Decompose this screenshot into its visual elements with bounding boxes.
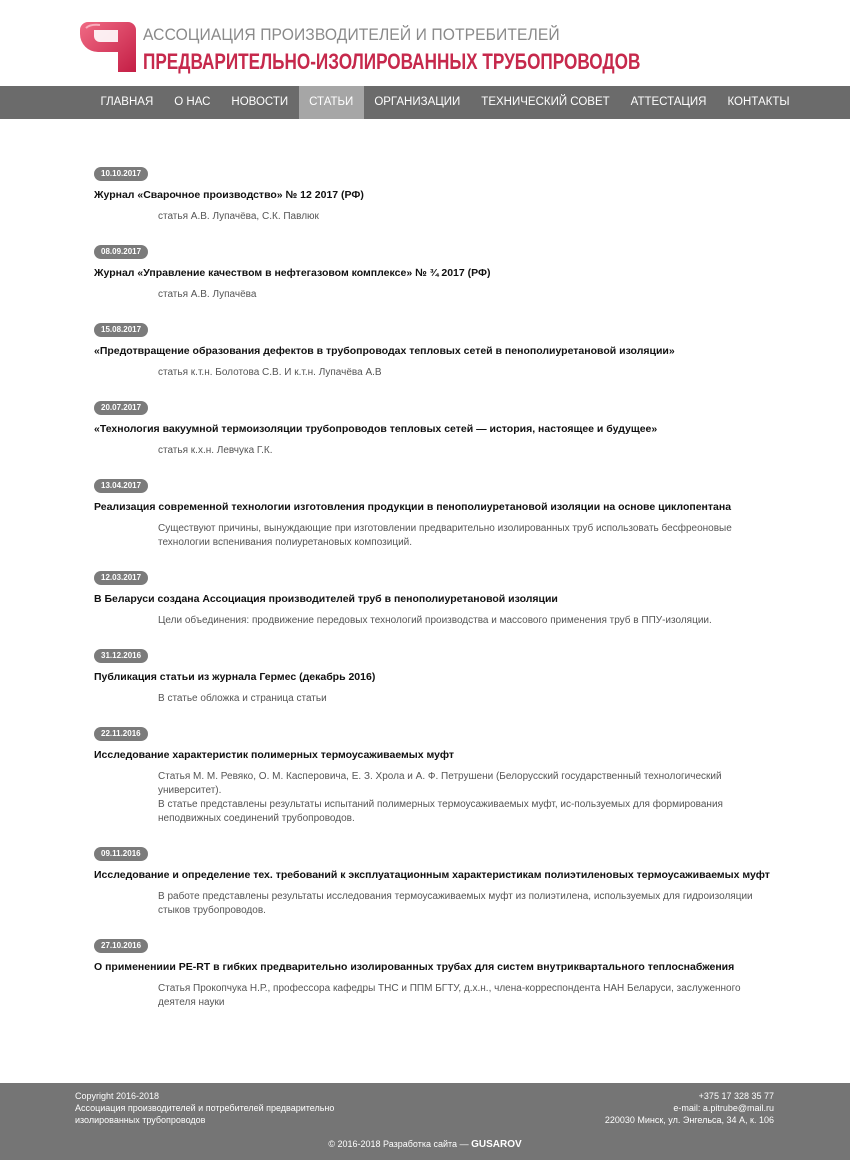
- article-title-link[interactable]: «Предотвращение образования дефектов в трубопроводах тепловых сетей в пенополиуретановой изоляции»: [94, 345, 675, 357]
- article-title-link[interactable]: Исследование и определение тех. требований к эксплуатационным характеристикам полиэтиленовых термоусаживаемых муфт: [94, 869, 770, 881]
- article-title-link[interactable]: Журнал «Управление качеством в нефтегазовом комплексе» № ¾ 2017 (РФ): [94, 267, 491, 279]
- article-title-link[interactable]: Реализация современной технологии изготовления продукции в пенополиуретановой изоляции на основе циклопентана: [94, 501, 732, 513]
- developer-credit: [0, 1139, 850, 1150]
- article-description: Существуют причины, вынуждающие при изготовлении предварительно изолированных труб использовать бесфреоновые технологии вспенивания полиуретановых композиций.: [158, 523, 732, 548]
- article-title-link[interactable]: В Беларуси создана Ассоциация производителей труб в пенополиуретановой изоляции: [94, 593, 558, 605]
- developer-credit-text: © 2016-2018 Разработка сайта —: [328, 1139, 472, 1149]
- developer-link[interactable]: GUSAROV: [471, 1139, 522, 1150]
- articles-list: [94, 163, 774, 1027]
- nav-menu: [90, 86, 800, 119]
- article-description: Статья М. М. Ревяко, О. М. Касперовича, Е. З. Хрола и А. Ф. Петрушени (Белорусский государственный технологический университет). В статье представлены результаты испытаний полимерных термоусаживаемых муфт, ис-пользуемых для формирования неподвижных соединений трубопроводов.: [158, 771, 723, 824]
- article-title-link[interactable]: Исследование характеристик полимерных термоусаживаемых муфт: [94, 749, 455, 761]
- article-description: В статье обложка и страница статьи: [158, 693, 327, 704]
- article-description: статья А.В. Лупачёва: [158, 289, 257, 300]
- article-item: [94, 645, 774, 706]
- footer-contacts-block: [605, 1090, 774, 1126]
- date-badge: 10.10.2017: [94, 167, 148, 181]
- date-badge: 09.11.2016: [94, 847, 148, 861]
- article-item: [94, 241, 774, 302]
- article-title-link[interactable]: О применениии PE-RT в гибких предварительно изолированных трубах для систем внутриквартального теплоснабжения: [94, 961, 735, 973]
- article-title-link[interactable]: «Технология вакуумной термоизоляции трубопроводов тепловых сетей — история, настоящее и будущее»: [94, 423, 658, 435]
- org-name-text: Ассоциация производителей и потребителей предварительно: [75, 1103, 335, 1113]
- article-item: [94, 319, 774, 380]
- date-badge: 27.10.2016: [94, 939, 148, 953]
- date-badge: 15.08.2017: [94, 323, 148, 337]
- article-description: Цели объединения: продвижение передовых технологий производства и массового применения труб в ППУ-изоляции.: [158, 615, 712, 626]
- main-navigation: [0, 86, 850, 119]
- nav-item-organizations[interactable]: ОРГАНИЗАЦИИ: [374, 96, 461, 108]
- nav-item-about[interactable]: О НАС: [174, 96, 211, 108]
- org-name-line1: АССОЦИАЦИЯ ПРОИЗВОДИТЕЛЕЙ И ПОТРЕБИТЕЛЕЙ: [143, 25, 560, 44]
- article-item: [94, 843, 774, 918]
- date-badge: 12.03.2017: [94, 571, 148, 585]
- article-description: статья к.т.н. Болотова С.В. И к.т.н. Лупачёва А.В: [158, 367, 382, 378]
- org-name-line2: ПРЕДВАРИТЕЛЬНО-ИЗОЛИРОВАННЫХ ТРУБОПРОВОДОВ: [143, 49, 641, 74]
- email-link[interactable]: e-mail: a.pitrube@mail.ru: [673, 1103, 774, 1113]
- article-item: [94, 567, 774, 628]
- phone-link[interactable]: +375 17 328 35 77: [698, 1091, 774, 1101]
- article-item: [94, 163, 774, 224]
- date-badge: 13.04.2017: [94, 479, 148, 493]
- article-description: статья А.В. Лупачёва, С.К. Павлюк: [158, 211, 319, 222]
- org-name-text: изолированных трубопроводов: [75, 1115, 206, 1125]
- article-item: [94, 475, 774, 550]
- nav-item-attestation[interactable]: АТТЕСТАЦИЯ: [630, 96, 707, 108]
- article-description: Статья Прокопчука Н.Р., профессора кафедры ТНС и ППМ БГТУ, д.х.н., члена-корреспондента НАН Беларуси, заслуженного деятеля науки: [158, 983, 741, 1008]
- copyright-text: Copyright 2016-2018: [75, 1091, 160, 1101]
- nav-item-home[interactable]: ГЛАВНАЯ: [100, 96, 154, 108]
- footer-copyright-block: [75, 1090, 385, 1126]
- article-title-link[interactable]: Журнал «Сварочное производство» № 12 2017 (РФ): [94, 189, 364, 201]
- article-item: [94, 723, 774, 826]
- article-description: статья к.х.н. Левчука Г.К.: [158, 445, 273, 456]
- article-item: [94, 935, 774, 1010]
- article-title-link[interactable]: Публикация статьи из журнала Гермес (декабрь 2016): [94, 671, 376, 683]
- date-badge: 08.09.2017: [94, 245, 148, 259]
- nav-item-articles[interactable]: СТАТЬИ: [299, 86, 364, 119]
- address-text: 220030 Минск, ул. Энгельса, 34 А, к. 106: [604, 1115, 774, 1125]
- site-header: [0, 0, 860, 86]
- nav-item-news[interactable]: НОВОСТИ: [231, 96, 289, 108]
- date-badge: 31.12.2016: [94, 649, 148, 663]
- date-badge: 22.11.2016: [94, 727, 148, 741]
- date-badge: 20.07.2017: [94, 401, 148, 415]
- nav-item-technical-council[interactable]: ТЕХНИЧЕСКИЙ СОВЕТ: [481, 96, 610, 108]
- nav-item-contacts[interactable]: КОНТАКТЫ: [727, 96, 790, 108]
- pipe-logo-icon[interactable]: [80, 22, 136, 72]
- article-item: [94, 397, 774, 458]
- article-description: В работе представлены результаты исследования термоусаживаемых муфт из полиэтилена, используемых для гидроизоляции стыков трубопроводов.: [158, 891, 753, 916]
- site-footer: [0, 1083, 850, 1160]
